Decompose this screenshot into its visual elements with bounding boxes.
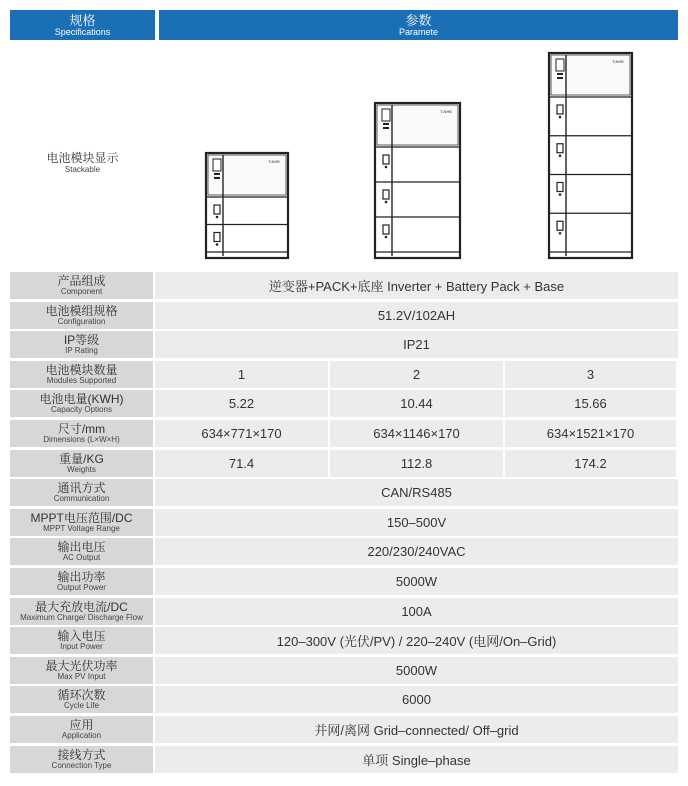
spec-label xyxy=(10,627,153,654)
spec-label-en: Input Power xyxy=(60,642,103,652)
spec-value: 15.66 xyxy=(505,390,676,417)
spec-label xyxy=(10,598,153,625)
spec-label-en: Communication xyxy=(53,494,110,504)
spec-row xyxy=(10,657,678,684)
spec-row xyxy=(10,598,678,625)
spec-value: 1 xyxy=(155,361,328,388)
battery-stack-illustrations xyxy=(0,42,688,268)
inverter-indicator xyxy=(383,123,389,125)
module-port xyxy=(214,205,220,214)
spec-label-en: Configuration xyxy=(57,316,106,326)
spec-label xyxy=(10,686,153,713)
spec-label-en: Dimensions (L×W×H) xyxy=(43,435,120,444)
brand-mark: T-NHE xyxy=(440,109,452,114)
spec-value: 220/230/240VAC xyxy=(155,538,678,565)
header-specifications xyxy=(10,10,155,40)
spec-label-en: MPPT Voltage Range xyxy=(43,523,120,533)
spec-label-zh: 循环次数 xyxy=(57,688,106,703)
module-led xyxy=(385,236,388,239)
spec-row xyxy=(10,746,678,773)
module-port xyxy=(557,105,563,114)
spec-row xyxy=(10,538,678,565)
module-led xyxy=(559,116,562,119)
spec-value: 634×1146×170 xyxy=(330,420,503,447)
spec-value: 3 xyxy=(505,361,676,388)
spec-label-en: AC Output xyxy=(62,553,101,563)
module-led xyxy=(216,243,219,246)
spec-value: IP21 xyxy=(155,331,678,358)
spec-value: 51.2V/102AH xyxy=(155,302,678,329)
header-parameters xyxy=(159,10,678,40)
spec-value: 2 xyxy=(330,361,503,388)
module-port xyxy=(557,183,563,192)
spec-row xyxy=(10,420,678,447)
spec-label-zh: 输出电压 xyxy=(57,540,106,555)
spec-label-zh: 重量/KG xyxy=(59,451,104,466)
spec-value: 174.2 xyxy=(505,450,676,477)
spec-row xyxy=(10,686,678,713)
spec-value: 150–500V xyxy=(155,509,678,536)
brand-mark: T-NHE xyxy=(612,59,624,64)
module-led xyxy=(385,201,388,204)
spec-label-zh: 最大光伏功率 xyxy=(45,658,118,673)
spec-label-zh: 通讯方式 xyxy=(57,481,106,496)
spec-value: 5000W xyxy=(155,568,678,595)
spec-row xyxy=(10,509,678,536)
spec-row xyxy=(10,302,678,329)
module-led xyxy=(559,232,562,235)
spec-label-zh: 输出功率 xyxy=(57,570,106,584)
inverter-display xyxy=(213,159,221,171)
inverter-indicator xyxy=(383,127,389,129)
module-port xyxy=(557,221,563,230)
inverter-indicator xyxy=(557,73,563,75)
inverter-display xyxy=(382,109,390,121)
spec-label-zh: 电池模块数量 xyxy=(45,362,118,377)
spec-value: 100A xyxy=(155,598,678,625)
spec-row xyxy=(10,331,678,358)
spec-label xyxy=(10,450,153,477)
stackable-label-en: Stackable xyxy=(64,165,101,174)
spec-label-en: Component xyxy=(60,287,103,296)
spec-label-zh: 电池电量(KWH) xyxy=(39,392,124,407)
brand-mark: T-NHE xyxy=(268,159,280,164)
spec-row xyxy=(10,627,678,654)
module-led xyxy=(559,154,562,157)
module-led xyxy=(559,193,562,196)
spec-value: 120–300V (光伏/PV) / 220–240V (电网/On–Grid) xyxy=(155,627,678,654)
spec-row xyxy=(10,390,678,417)
spec-label-en: Weights xyxy=(67,464,96,474)
spec-label-en: Capacity Options xyxy=(51,405,112,415)
spec-label xyxy=(10,657,153,684)
spec-label xyxy=(10,272,153,299)
module-port xyxy=(383,155,389,164)
spec-value: CAN/RS485 xyxy=(155,479,678,506)
inverter-indicator xyxy=(214,173,220,175)
spec-row xyxy=(10,479,678,506)
spec-label-zh: 产品组成 xyxy=(57,274,106,288)
spec-row xyxy=(10,716,678,743)
spec-value: 634×771×170 xyxy=(155,420,328,447)
spec-label-zh: 输入电压 xyxy=(57,629,106,644)
inverter-indicator xyxy=(557,77,563,79)
spec-label xyxy=(10,302,153,329)
spec-label-en: Modules Supported xyxy=(46,375,117,385)
header-spec-en: Specifications xyxy=(54,26,111,37)
spec-label xyxy=(10,716,153,743)
spec-row xyxy=(10,568,678,595)
spec-label xyxy=(10,390,153,417)
stackable-label-zh: 电池模块显示 xyxy=(46,151,119,165)
spec-label-en: Max PV Input xyxy=(57,671,106,681)
spec-value: 6000 xyxy=(155,686,678,713)
spec-label-en: Maximum Charge/ Discharge Flow xyxy=(20,612,143,622)
stackable-image-row xyxy=(0,42,688,268)
spec-label-zh: IP等级 xyxy=(63,333,100,348)
header-param-zh: 参数 xyxy=(405,12,432,28)
spec-label-zh: 最大充放电流/DC xyxy=(35,599,128,614)
module-led xyxy=(385,166,388,169)
spec-label xyxy=(10,509,153,536)
inverter-display xyxy=(556,59,564,71)
spec-label-en: Application xyxy=(61,731,102,740)
spec-label xyxy=(10,420,153,447)
spec-label-en: IP Rating xyxy=(65,346,98,356)
spec-label-en: Cycle Life xyxy=(63,701,100,711)
module-port xyxy=(383,225,389,234)
spec-label-en: Connection Type xyxy=(51,760,112,770)
spec-label xyxy=(10,331,153,358)
spec-value: 112.8 xyxy=(330,450,503,477)
header-spec-zh: 规格 xyxy=(69,12,96,28)
module-port xyxy=(557,144,563,153)
spec-label-zh: MPPT电压范围/DC xyxy=(30,510,133,525)
spec-value: 单项 Single–phase xyxy=(155,746,678,773)
spec-label xyxy=(10,568,153,595)
spec-value: 逆变器+PACK+底座 Inverter + Battery Pack + Base xyxy=(155,272,678,299)
spec-label xyxy=(10,746,153,773)
spec-value: 634×1521×170 xyxy=(505,420,676,447)
inverter-indicator xyxy=(214,177,220,179)
module-port xyxy=(214,233,220,242)
spec-label-zh: 接线方式 xyxy=(57,747,106,762)
spec-label-en: Output Power xyxy=(57,583,106,592)
spec-value: 5.22 xyxy=(155,390,328,417)
spec-value: 5000W xyxy=(155,657,678,684)
module-led xyxy=(216,216,219,219)
spec-label xyxy=(10,361,153,388)
spec-label xyxy=(10,479,153,506)
spec-row xyxy=(10,361,678,388)
spec-row xyxy=(10,272,678,299)
spec-label xyxy=(10,538,153,565)
header-param-en: Paramete xyxy=(398,26,439,37)
module-port xyxy=(383,190,389,199)
spec-value: 10.44 xyxy=(330,390,503,417)
spec-label-zh: 电池模组规格 xyxy=(45,303,118,318)
spec-value: 71.4 xyxy=(155,450,328,477)
spec-value: 并网/离网 Grid–connected/ Off–grid xyxy=(155,716,678,743)
spec-label-zh: 应用 xyxy=(69,718,94,732)
spec-label-zh: 尺寸/mm xyxy=(57,422,106,436)
spec-row xyxy=(10,450,678,477)
